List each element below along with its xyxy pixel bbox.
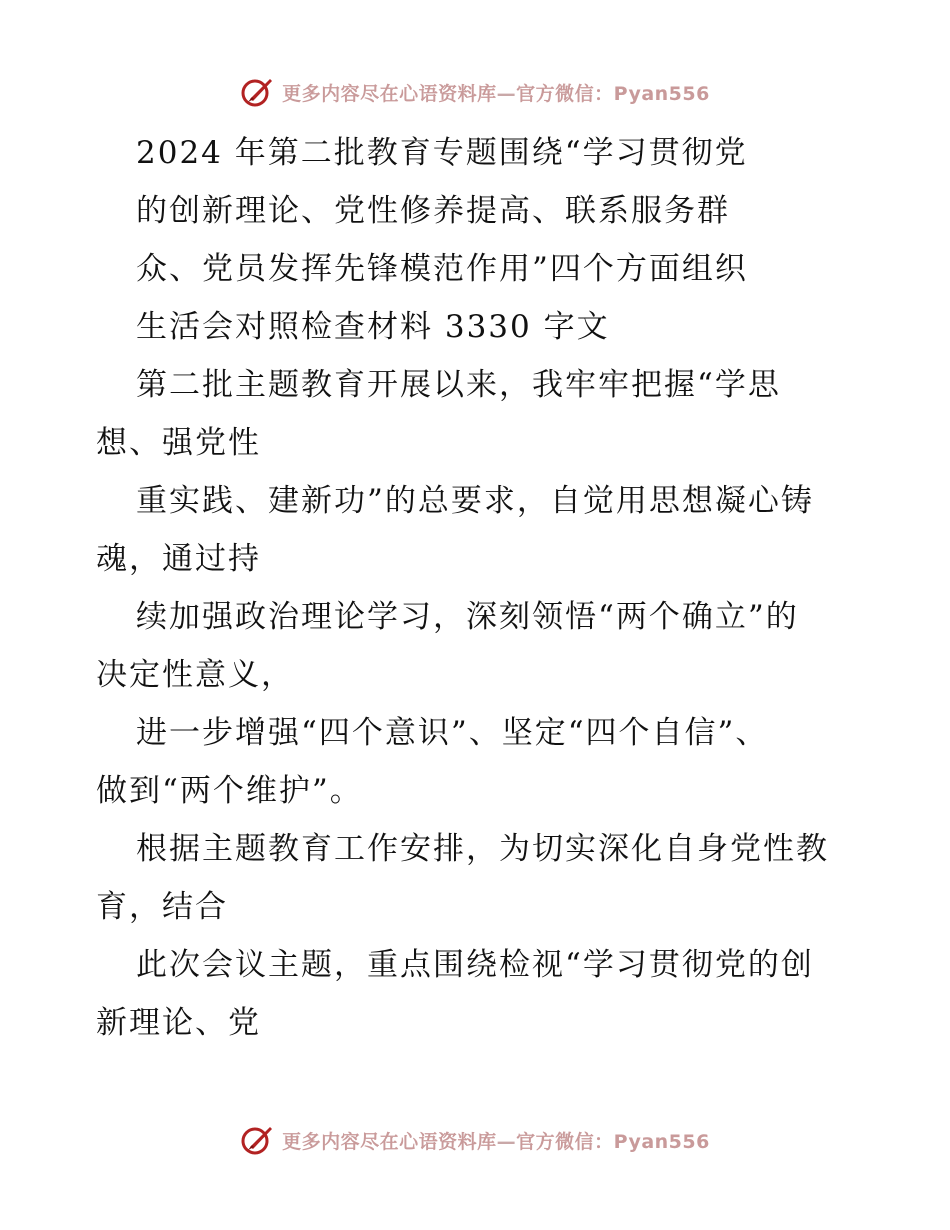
title-line: 众、党员发挥先锋模范作用”四个方面组织	[136, 251, 748, 287]
paragraph-line: 进一步增强“四个意识”、坚定“四个自信”、	[136, 715, 769, 751]
title-line: 2024 年第二批教育专题围绕“学习贯彻党	[136, 135, 748, 171]
paragraph-line: 新理论、党	[96, 1005, 261, 1041]
quill-logo-icon	[240, 1123, 274, 1157]
paragraph-line: 此次会议主题，重点围绕检视“学习贯彻党的创	[136, 947, 814, 983]
watermark-dash: —	[496, 82, 517, 105]
quill-logo-icon	[240, 75, 274, 109]
paragraph-line: 魂，通过持	[96, 541, 261, 577]
paragraph-line: 做到“两个维护”。	[96, 773, 363, 809]
watermark-dash: —	[496, 1130, 517, 1153]
document-paragraphs	[96, 356, 866, 1052]
paragraph-line: 第二批主题教育开展以来，我牢牢把握“学思	[136, 367, 781, 403]
watermark-suffix: 官方微信：	[516, 82, 614, 105]
watermark-account: Pyan556	[613, 1130, 710, 1153]
paragraph-line: 根据主题教育工作安排，为切实深化自身党性教	[136, 831, 829, 867]
watermark-account: Pyan556	[613, 82, 710, 105]
watermark-suffix: 官方微信：	[516, 1130, 614, 1153]
paragraph-line: 育，结合	[96, 889, 228, 925]
watermark-prefix: 更多内容尽在心语资料库	[282, 82, 497, 105]
paragraph-line: 决定性意义，	[96, 657, 294, 693]
watermark-text	[282, 79, 710, 106]
paragraph-line: 续加强政治理论学习，深刻领悟“两个确立”的	[136, 599, 799, 635]
paragraph-line: 重实践、建新功”的总要求，自觉用思想凝心铸	[136, 483, 814, 519]
document-body	[96, 124, 866, 1052]
title-line: 生活会对照检查材料 3330 字文	[136, 309, 610, 345]
header-watermark	[0, 72, 950, 112]
document-title	[96, 124, 866, 356]
footer-watermark	[0, 1120, 950, 1160]
watermark-text	[282, 1127, 710, 1154]
paragraph-line: 想、强党性	[96, 425, 261, 461]
watermark-prefix: 更多内容尽在心语资料库	[282, 1130, 497, 1153]
title-line: 的创新理论、党性修养提高、联系服务群	[136, 193, 730, 229]
